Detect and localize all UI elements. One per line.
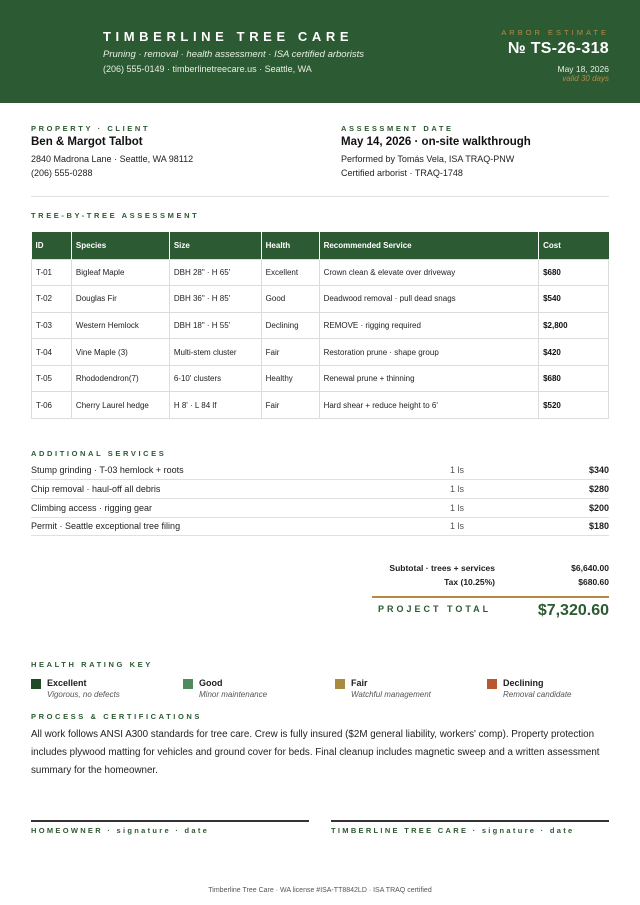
service-quantity: 1 ls [450,503,465,513]
service-quantity: 1 ls [450,465,465,475]
subtotal-label: Subtotal · trees + services [389,563,495,573]
tree-size: DBH 28" · H 65' [169,259,261,286]
tree-id: T-03 [32,312,72,339]
company-signature-line[interactable] [331,820,609,822]
tree-id: T-02 [32,286,72,313]
fair-swatch [335,679,345,689]
tree-service: Deadwood removal · pull dead snags [319,286,539,313]
assessment-certification: Certified arborist · TRAQ-1748 [341,168,463,178]
key-name: Good [199,678,223,688]
service-quantity: 1 ls [450,521,465,531]
estimate-number: № TS-26-318 [507,40,609,57]
table-header-row [32,232,609,259]
assessment-date: May 14, 2026 · on-site walkthrough [341,136,531,148]
tree-health: Fair [261,339,319,366]
tax-value: $680.60 [578,577,609,587]
service-row [31,499,609,518]
process-section-label: PROCESS & CERTIFICATIONS [31,712,203,721]
footer: Timberline Tree Care · WA license #ISA-TT8842LD · ISA TRAQ certified [208,887,432,894]
good-swatch [183,679,193,689]
tree-size: Multi-stem cluster [169,339,261,366]
service-description: Stump grinding · T-03 hemlock + roots [31,465,184,475]
trees-section-label: TREE-BY-TREE ASSESSMENT [31,211,200,220]
table-row [32,259,609,286]
tax-label: Tax (10.25%) [444,577,495,587]
company-contact: (206) 555-0149 · timberlinetreecare.us · Seattle, WA [103,64,312,74]
key-description: Minor maintenance [199,690,268,699]
key-description: Removal candidate [503,690,572,699]
declining-swatch [487,679,497,689]
project-total-label: PROJECT TOTAL [378,604,492,614]
tree-service: Hard shear + reduce height to 6' [319,392,539,419]
tree-size: DBH 36" · H 85' [169,286,261,313]
tree-species: Rhododendron(7) [71,365,169,392]
header-band [0,0,640,103]
services-section-label: ADDITIONAL SERVICES [31,449,167,458]
tree-cost: $540 [539,286,609,313]
service-amount: $280 [588,484,609,494]
estimate-label: ARBOR ESTIMATE [501,28,609,37]
service-quantity: 1 ls [450,484,465,494]
tree-service: Crown clean & elevate over driveway [319,259,539,286]
tree-service: REMOVE · rigging required [319,312,539,339]
tree-id: T-04 [32,339,72,366]
tree-assessment-table [31,232,609,419]
tree-health: Healthy [261,365,319,392]
company-signature-label: TIMBERLINE TREE CARE · signature · date [331,826,575,835]
health-key-label: HEALTH RATING KEY [31,660,153,669]
tree-size: H 8' · L 84 lf [169,392,261,419]
tree-health: Good [261,286,319,313]
tree-species: Douglas Fir [71,286,169,313]
key-name: Fair [351,678,368,688]
table-row [32,286,609,313]
homeowner-signature-label: HOMEOWNER · signature · date [31,826,210,835]
service-amount: $180 [588,521,609,531]
process-text: All work follows ANSI A300 standards for tree care. Crew is fully insured ($2M general liability, workers' comp). Property protection includes plywood matting for vehicles and ground cover for beds. Final cleanup includes magnetic sweep and a written assessment summary for the homeowner. [31,729,600,776]
service-amount: $200 [588,503,609,513]
project-total-value: $7,320.60 [537,602,609,619]
table-row [32,339,609,366]
tree-service: Restoration prune · shape group [319,339,539,366]
section-divider [31,196,609,197]
assessment-performer: Performed by Tomás Vela, ISA TRAQ-PNW [341,154,515,164]
tree-size: 6-10' clusters [169,365,261,392]
key-description: Vigorous, no defects [47,690,120,699]
service-row [31,461,609,480]
tree-health: Declining [261,312,319,339]
tree-health: Excellent [261,259,319,286]
tree-species: Bigleaf Maple [71,259,169,286]
table-row [32,365,609,392]
tree-cost: $520 [539,392,609,419]
client-name: Ben & Margot Talbot [31,136,143,148]
estimate-validity: valid 30 days [562,74,609,83]
tree-cost: $2,800 [539,312,609,339]
service-amount: $340 [588,465,609,475]
service-description: Permit · Seattle exceptional tree filing [31,521,181,531]
excellent-swatch [31,679,41,689]
estimate-date: May 18, 2026 [557,64,609,74]
column-header: Health [261,232,319,259]
service-description: Climbing access · rigging gear [31,503,153,513]
key-description: Watchful management [351,690,431,699]
table-row [32,312,609,339]
client-phone: (206) 555-0288 [31,168,93,178]
company-name: TIMBERLINE TREE CARE [103,29,354,44]
column-header: Size [169,232,261,259]
total-divider [372,596,609,598]
tree-cost: $420 [539,339,609,366]
column-header: Species [71,232,169,259]
tree-cost: $680 [539,259,609,286]
client-address: 2840 Madrona Lane · Seattle, WA 98112 [31,154,194,164]
tree-id: T-06 [32,392,72,419]
tree-species: Cherry Laurel hedge [71,392,169,419]
service-row [31,517,609,536]
client-section-label: PROPERTY · CLIENT [31,124,151,133]
column-header: ID [32,232,72,259]
column-header: Cost [539,232,609,259]
tree-id: T-01 [32,259,72,286]
tree-health: Fair [261,392,319,419]
assessment-section-label: ASSESSMENT DATE [341,124,454,133]
table-row [32,392,609,419]
column-header: Recommended Service [319,232,539,259]
tree-id: T-05 [32,365,72,392]
service-row [31,480,609,499]
tree-size: DBH 18" · H 55' [169,312,261,339]
company-tagline: Pruning · removal · health assessment · ISA certified arborists [103,49,364,60]
service-description: Chip removal · haul-off all debris [31,484,161,494]
tree-cost: $680 [539,365,609,392]
tree-species: Western Hemlock [71,312,169,339]
subtotal-value: $6,640.00 [571,563,609,573]
key-name: Excellent [47,678,87,688]
key-name: Declining [503,678,544,688]
tree-service: Renewal prune + thinning [319,365,539,392]
homeowner-signature-line[interactable] [31,820,309,822]
tree-species: Vine Maple (3) [71,339,169,366]
